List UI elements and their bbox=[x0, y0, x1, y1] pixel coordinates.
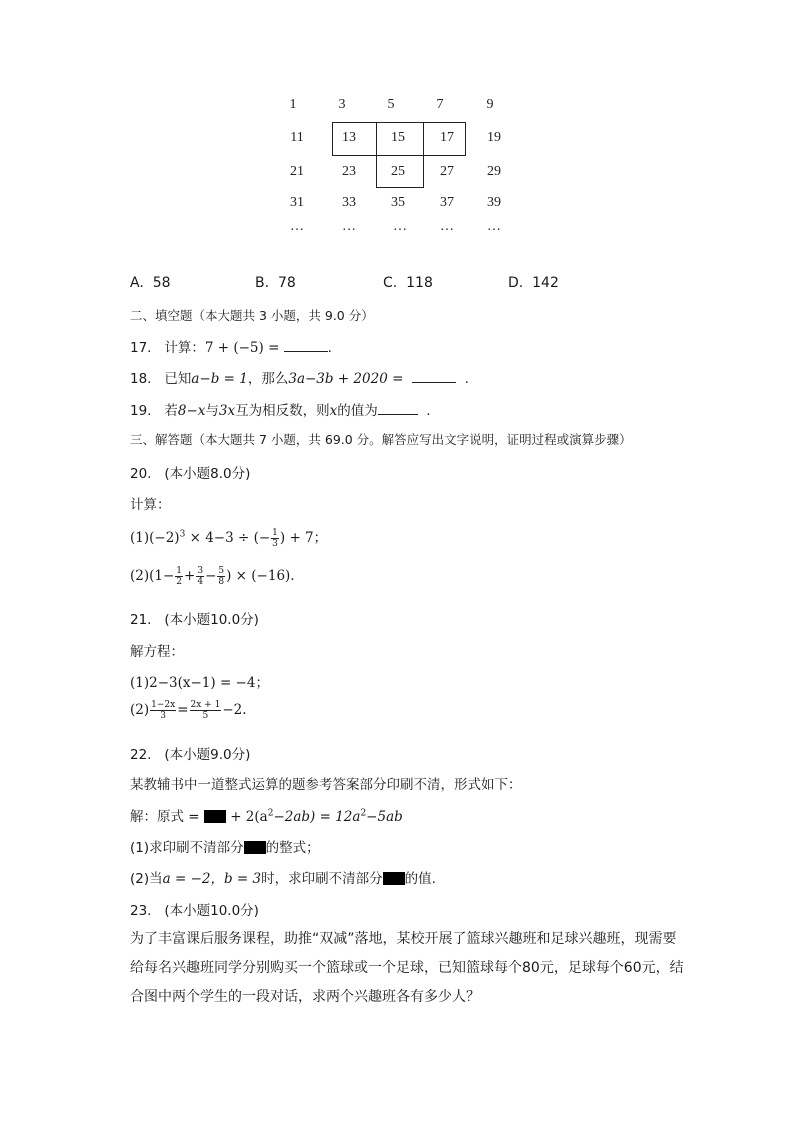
grid-frame-box bbox=[376, 122, 424, 156]
grid-cell: 3 bbox=[338, 97, 346, 112]
grid-cell: … bbox=[487, 219, 501, 234]
question-21-part-1: (1)2−3(x−1) = −4； bbox=[130, 675, 269, 691]
grid-cell: 17 bbox=[440, 130, 454, 145]
grid-cell: 19 bbox=[487, 130, 501, 145]
grid-cell: 9 bbox=[486, 97, 494, 112]
grid-frame-box bbox=[376, 155, 424, 188]
grid-cell: 31 bbox=[290, 195, 304, 210]
question-20-header: 20. (本小题8.0分) bbox=[130, 466, 251, 482]
grid-cell: 29 bbox=[487, 164, 501, 179]
question-22-part-1: (1)求印刷不清部分 的整式； bbox=[130, 840, 320, 856]
grid-cell: 1 bbox=[289, 97, 297, 112]
grid-cell: … bbox=[393, 219, 407, 234]
grid-cell: … bbox=[440, 219, 454, 234]
grid-cell: 39 bbox=[487, 195, 501, 210]
section-heading: 二、填空题（本大题共 3 小题，共 9.0 分） bbox=[130, 308, 374, 323]
question-23-header: 23. (本小题10.0分) bbox=[130, 903, 259, 919]
question-18: 18. 已知a−b = 1，那么3a−3b + 2020 = . bbox=[130, 371, 469, 387]
option-c: C. 118 bbox=[383, 275, 433, 291]
grid-cell: 33 bbox=[342, 195, 356, 210]
grid-cell: 23 bbox=[342, 164, 356, 179]
grid-cell: 35 bbox=[391, 195, 405, 210]
grid-cell: … bbox=[342, 219, 356, 234]
grid-cell: 11 bbox=[290, 130, 304, 145]
grid-cell: 5 bbox=[387, 97, 395, 112]
question-21-prompt: 解方程： bbox=[130, 644, 184, 660]
answer-blank bbox=[378, 402, 418, 415]
grid-frame-box bbox=[423, 122, 466, 156]
grid-cell: 37 bbox=[440, 195, 454, 210]
question-20-part-1: $(1)(-2)^3 \times 4-3$ ÷ (− $\frac{1}{3}$ ) + 7； bbox=[130, 528, 328, 549]
option-d: D. 142 bbox=[508, 275, 559, 291]
grid-cell: … bbox=[290, 219, 304, 234]
grid-cell: 13 bbox=[342, 130, 356, 145]
question-19: 19. 若8−x与3x互为相反数，则x的值为 . bbox=[130, 403, 431, 419]
question-22-header: 22. (本小题9.0分) bbox=[130, 747, 251, 763]
question-21-header: 21. (本小题10.0分) bbox=[130, 612, 259, 628]
question-20-prompt: 计算： bbox=[130, 497, 171, 513]
grid-cell: 15 bbox=[391, 130, 405, 145]
grid-cell: 25 bbox=[391, 164, 405, 179]
question-22-intro: 某教辅书中一道整式运算的题参考答案部分印刷不清，形式如下： bbox=[130, 777, 522, 793]
obscured-region bbox=[204, 810, 226, 823]
grid-frame-box bbox=[332, 122, 377, 156]
question-22-solution: 解：原式 = + $2(a^2-2ab) = 12a^2-5ab$ bbox=[130, 808, 403, 825]
option-a: A. 58 bbox=[130, 275, 171, 291]
question-23-body: 为了丰富课后服务课程，助推“双减”落地，某校开展了篮球兴趣班和足球兴趣班，现需要给每名兴趣班同学分别购买一个篮球或一个足球，已知篮球每个80元，足球每个60元，结合图中两个学生的一段对话，求两个兴趣班各有多少人？ bbox=[130, 931, 684, 1005]
answer-blank bbox=[412, 370, 456, 383]
question-22-part-2: (2)当a = −2，b = 3时，求印刷不清部分 的值. bbox=[130, 871, 436, 887]
question-21-part-2: (2) $\frac{1-2x}{3}$ = $\frac{2x + 1}{5}$ −2. bbox=[130, 700, 247, 721]
question-17: 17. 计算：7 + (−5) = . bbox=[130, 340, 332, 356]
option-b: B. 78 bbox=[255, 275, 296, 291]
obscured-region bbox=[244, 841, 266, 854]
grid-cell: 7 bbox=[436, 97, 444, 112]
section-heading: 三、解答题（本大题共 7 小题，共 69.0 分。解答应写出文字说明，证明过程或演算步骤） bbox=[130, 432, 632, 447]
answer-blank bbox=[284, 339, 328, 352]
grid-cell: 27 bbox=[440, 164, 454, 179]
obscured-region bbox=[383, 872, 405, 885]
grid-cell: 21 bbox=[290, 164, 304, 179]
question-20-part-2: (2)(1− $\frac{1}{2}$ + $\frac{3}{4}$ − $\frac{5}{8}$ ) × (−16). bbox=[130, 566, 295, 587]
